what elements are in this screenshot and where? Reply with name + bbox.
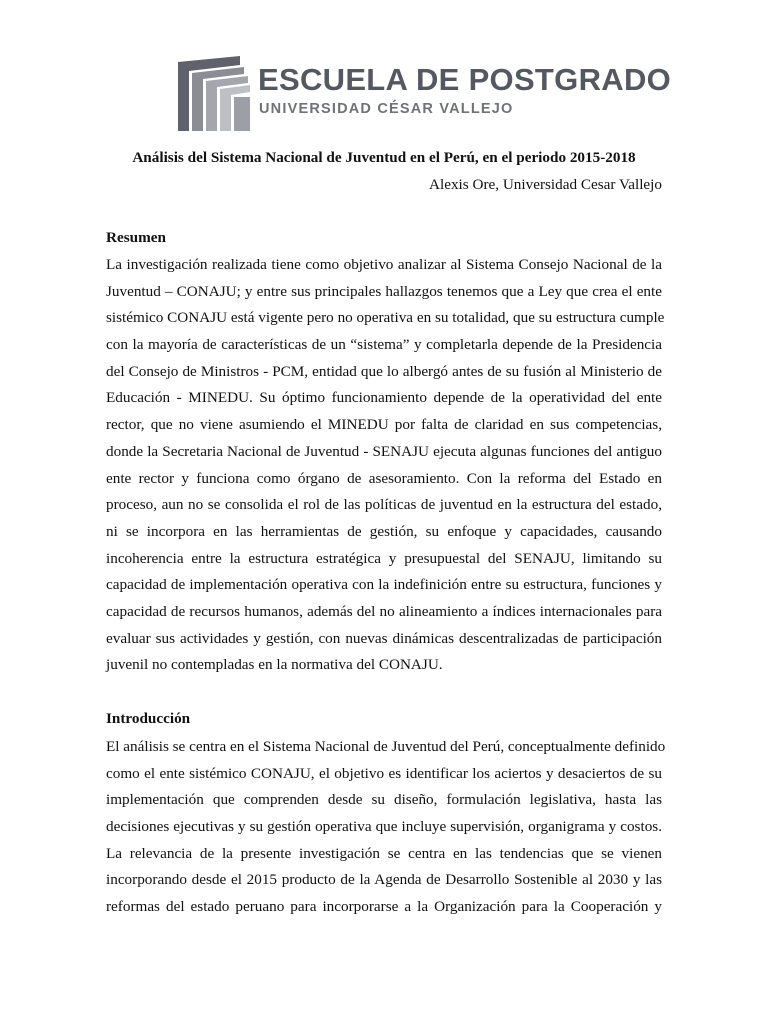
university-logo-icon xyxy=(178,56,250,131)
paragraph-line: como el ente sistémico CONAJU, el objetivo es identificar los aciertos y desaciertos de su xyxy=(106,764,662,782)
paragraph-line: capacidad de recursos humanos, además del no alineamiento a índices internacionales para xyxy=(106,602,662,620)
paragraph-line: Juventud – CONAJU; y entre sus principales hallazgos tenemos que a Ley que crea el ente xyxy=(106,282,662,300)
logo-title: ESCUELA DE POSTGRADO xyxy=(258,62,672,97)
paragraph-line: Educación - MINEDU. Su óptimo funcionamiento depende de la operatividad del ente xyxy=(106,389,662,407)
paragraph-line: incorporando desde el 2015 producto de la Agenda de Desarrollo Sostenible al 2030 y las xyxy=(106,871,662,889)
paragraph-line: decisiones ejecutivas y su gestión operativa que incluye supervisión, organigrama y costos. xyxy=(106,818,662,836)
section-heading-resumen: Resumen xyxy=(106,229,166,246)
paragraph-line: sistémico CONAJU está vigente pero no operativa en su totalidad, que su estructura cumple xyxy=(106,309,665,327)
paragraph-line: incoherencia entre la estructura estratégica y presupuestal del SENAJU, limitando su xyxy=(106,549,662,567)
document-title: Análisis del Sistema Nacional de Juventud en el Perú, en el periodo 2015-2018 xyxy=(132,149,636,166)
abstract-paragraph xyxy=(106,255,665,682)
introduction-paragraph xyxy=(106,737,666,924)
paragraph-line: ni se incorpora en las herramientas de gestión, su enfoque y capacidades, causando xyxy=(106,522,662,540)
paragraph-line: proceso, aun no se consolida el rol de las políticas de juventud en la estructura del estado, xyxy=(106,496,662,514)
paragraph-line: con la mayoría de características de un “sistema” y completarla depende de la Presidencia xyxy=(106,336,662,354)
paragraph-line: La investigación realizada tiene como objetivo analizar al Sistema Consejo Nacional de la xyxy=(106,256,662,273)
paragraph-line: capacidad de implementación operativa con la indefinición entre su estructura, funciones y xyxy=(106,576,662,594)
section-heading-introduccion: Introducción xyxy=(106,710,191,727)
paragraph-line: El análisis se centra en el Sistema Nacional de Juventud del Perú, conceptualmente definido xyxy=(106,738,666,755)
paragraph-line: del Consejo de Ministros - PCM, entidad que lo albergó antes de su fusión al Ministerio de xyxy=(106,362,662,380)
paragraph-line: rector, que no viene asumiendo el MINEDU por falta de claridad en sus competencias, xyxy=(106,416,662,434)
paragraph-line: donde la Secretaria Nacional de Juventud - SENAJU ejecuta algunas funciones del antiguo xyxy=(106,442,662,460)
institution-header xyxy=(178,56,672,131)
paragraph-line: reformas del estado peruano para incorporarse a la Organización para la Cooperación y xyxy=(106,898,662,916)
logo-subtitle: UNIVERSIDAD CÉSAR VALLEJO xyxy=(259,101,514,117)
paragraph-line: ente rector y funciona como órgano de asesoramiento. Con la reforma del Estado en xyxy=(106,469,662,487)
paragraph-line: evaluar sus actividades y gestión, con nuevas dinámicas descentralizadas de participación xyxy=(106,629,662,647)
paragraph-line: La relevancia de la presente investigación se centra en las tendencias que se vienen xyxy=(106,844,662,862)
author-line: Alexis Ore, Universidad Cesar Vallejo xyxy=(429,176,662,193)
paragraph-line: implementación que comprenden desde su diseño, formulación legislativa, hasta las xyxy=(106,791,662,809)
paragraph-line: juvenil no contempladas en la normativa del CONAJU. xyxy=(106,656,443,674)
